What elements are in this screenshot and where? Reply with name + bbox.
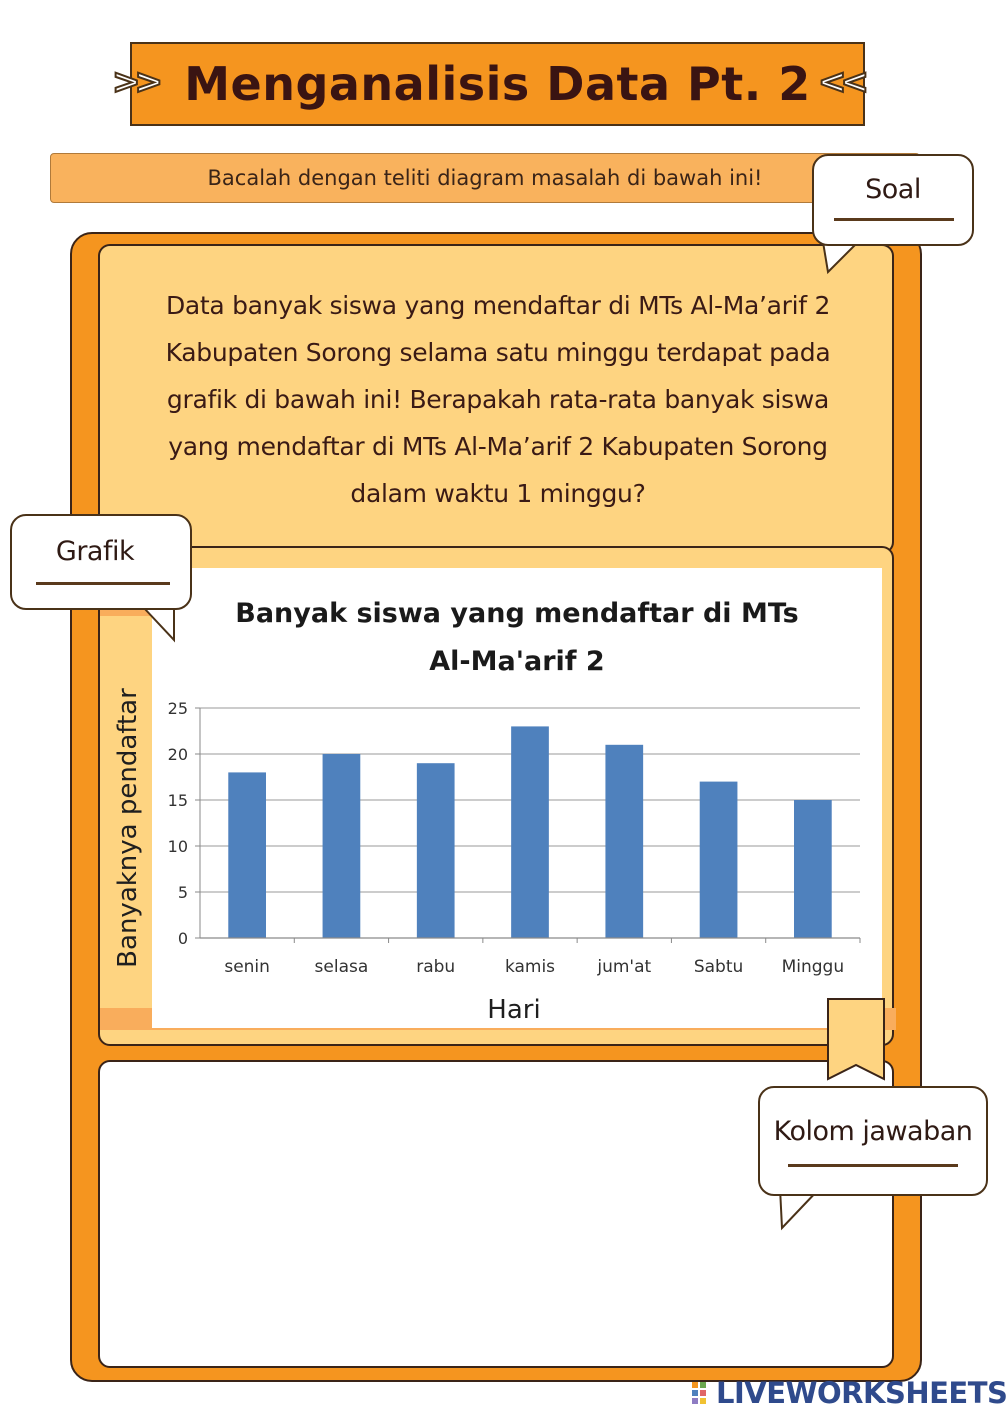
bar-selasa bbox=[323, 754, 361, 938]
y-tick-label: 20 bbox=[167, 745, 188, 764]
bar-chart bbox=[113, 568, 882, 1028]
y-tick-label: 15 bbox=[167, 791, 188, 810]
title-banner bbox=[130, 42, 865, 126]
liveworksheets-watermark: LIVEWORKSHEETS bbox=[716, 1376, 1007, 1410]
chevron-left-double-icon: << bbox=[818, 62, 863, 102]
question-text: Data banyak siswa yang mendaftar di MTs Al-Ma’arif 2 Kabupaten Sorong selama satu minggu terdapat pada grafik di bawah ini! Berapakah rata-rata banyak siswa yang mendaftar di MTs Al-Ma’arif 2 Kabupaten Sorong dalam waktu 1 minggu? bbox=[165, 291, 831, 508]
bar-minggu bbox=[794, 800, 832, 938]
y-axis-label: Banyaknya pendaftar bbox=[113, 688, 143, 968]
y-tick-label: 0 bbox=[177, 929, 188, 948]
y-tick-label: 10 bbox=[167, 837, 188, 856]
bar-sabtu bbox=[700, 782, 738, 938]
jawaban-underline bbox=[788, 1164, 958, 1167]
instruction-bar bbox=[50, 153, 920, 203]
kolom-jawaban-label: Kolom jawaban bbox=[773, 1116, 973, 1147]
chart-panel bbox=[98, 546, 894, 1046]
grafik-bubble bbox=[10, 514, 192, 610]
x-tick-label: kamis bbox=[504, 957, 556, 977]
y-tick-label: 5 bbox=[177, 883, 188, 902]
soal-label: Soal bbox=[865, 174, 921, 205]
x-tick-label: rabu bbox=[416, 957, 456, 977]
jawaban-bubble bbox=[758, 1086, 988, 1196]
chart-card bbox=[113, 568, 882, 1028]
bar-jumat bbox=[605, 745, 643, 938]
bar-senin bbox=[228, 772, 266, 938]
grafik-label: Grafik bbox=[55, 536, 135, 567]
y-tick-label: 25 bbox=[167, 699, 188, 718]
chart-title-line: Al-Ma'arif 2 bbox=[429, 646, 605, 677]
x-tick-label: jum'at bbox=[597, 957, 652, 977]
x-axis-label: Hari bbox=[487, 995, 541, 1025]
bookmark-icon bbox=[826, 997, 888, 1083]
x-tick-label: Minggu bbox=[781, 957, 845, 977]
grafik-underline bbox=[36, 582, 170, 585]
x-tick-label: Sabtu bbox=[693, 957, 744, 977]
chart-title-line: Banyak siswa yang mendaftar di MTs bbox=[235, 598, 799, 629]
soal-underline bbox=[834, 218, 954, 221]
page-title: Menganalisis Data Pt. 2 bbox=[184, 57, 811, 111]
question-panel bbox=[98, 244, 894, 554]
soal-bubble bbox=[812, 154, 974, 246]
instruction-text: Bacalah dengan teliti diagram masalah di bawah ini! bbox=[207, 166, 763, 190]
bar-rabu bbox=[417, 763, 455, 938]
liveworksheets-logo-icon bbox=[692, 1380, 714, 1406]
bar-kamis bbox=[511, 726, 549, 938]
x-tick-label: senin bbox=[224, 957, 270, 977]
x-tick-label: selasa bbox=[314, 957, 369, 977]
chevron-right-double-icon: >> bbox=[112, 62, 157, 102]
chart-bars bbox=[228, 726, 831, 938]
